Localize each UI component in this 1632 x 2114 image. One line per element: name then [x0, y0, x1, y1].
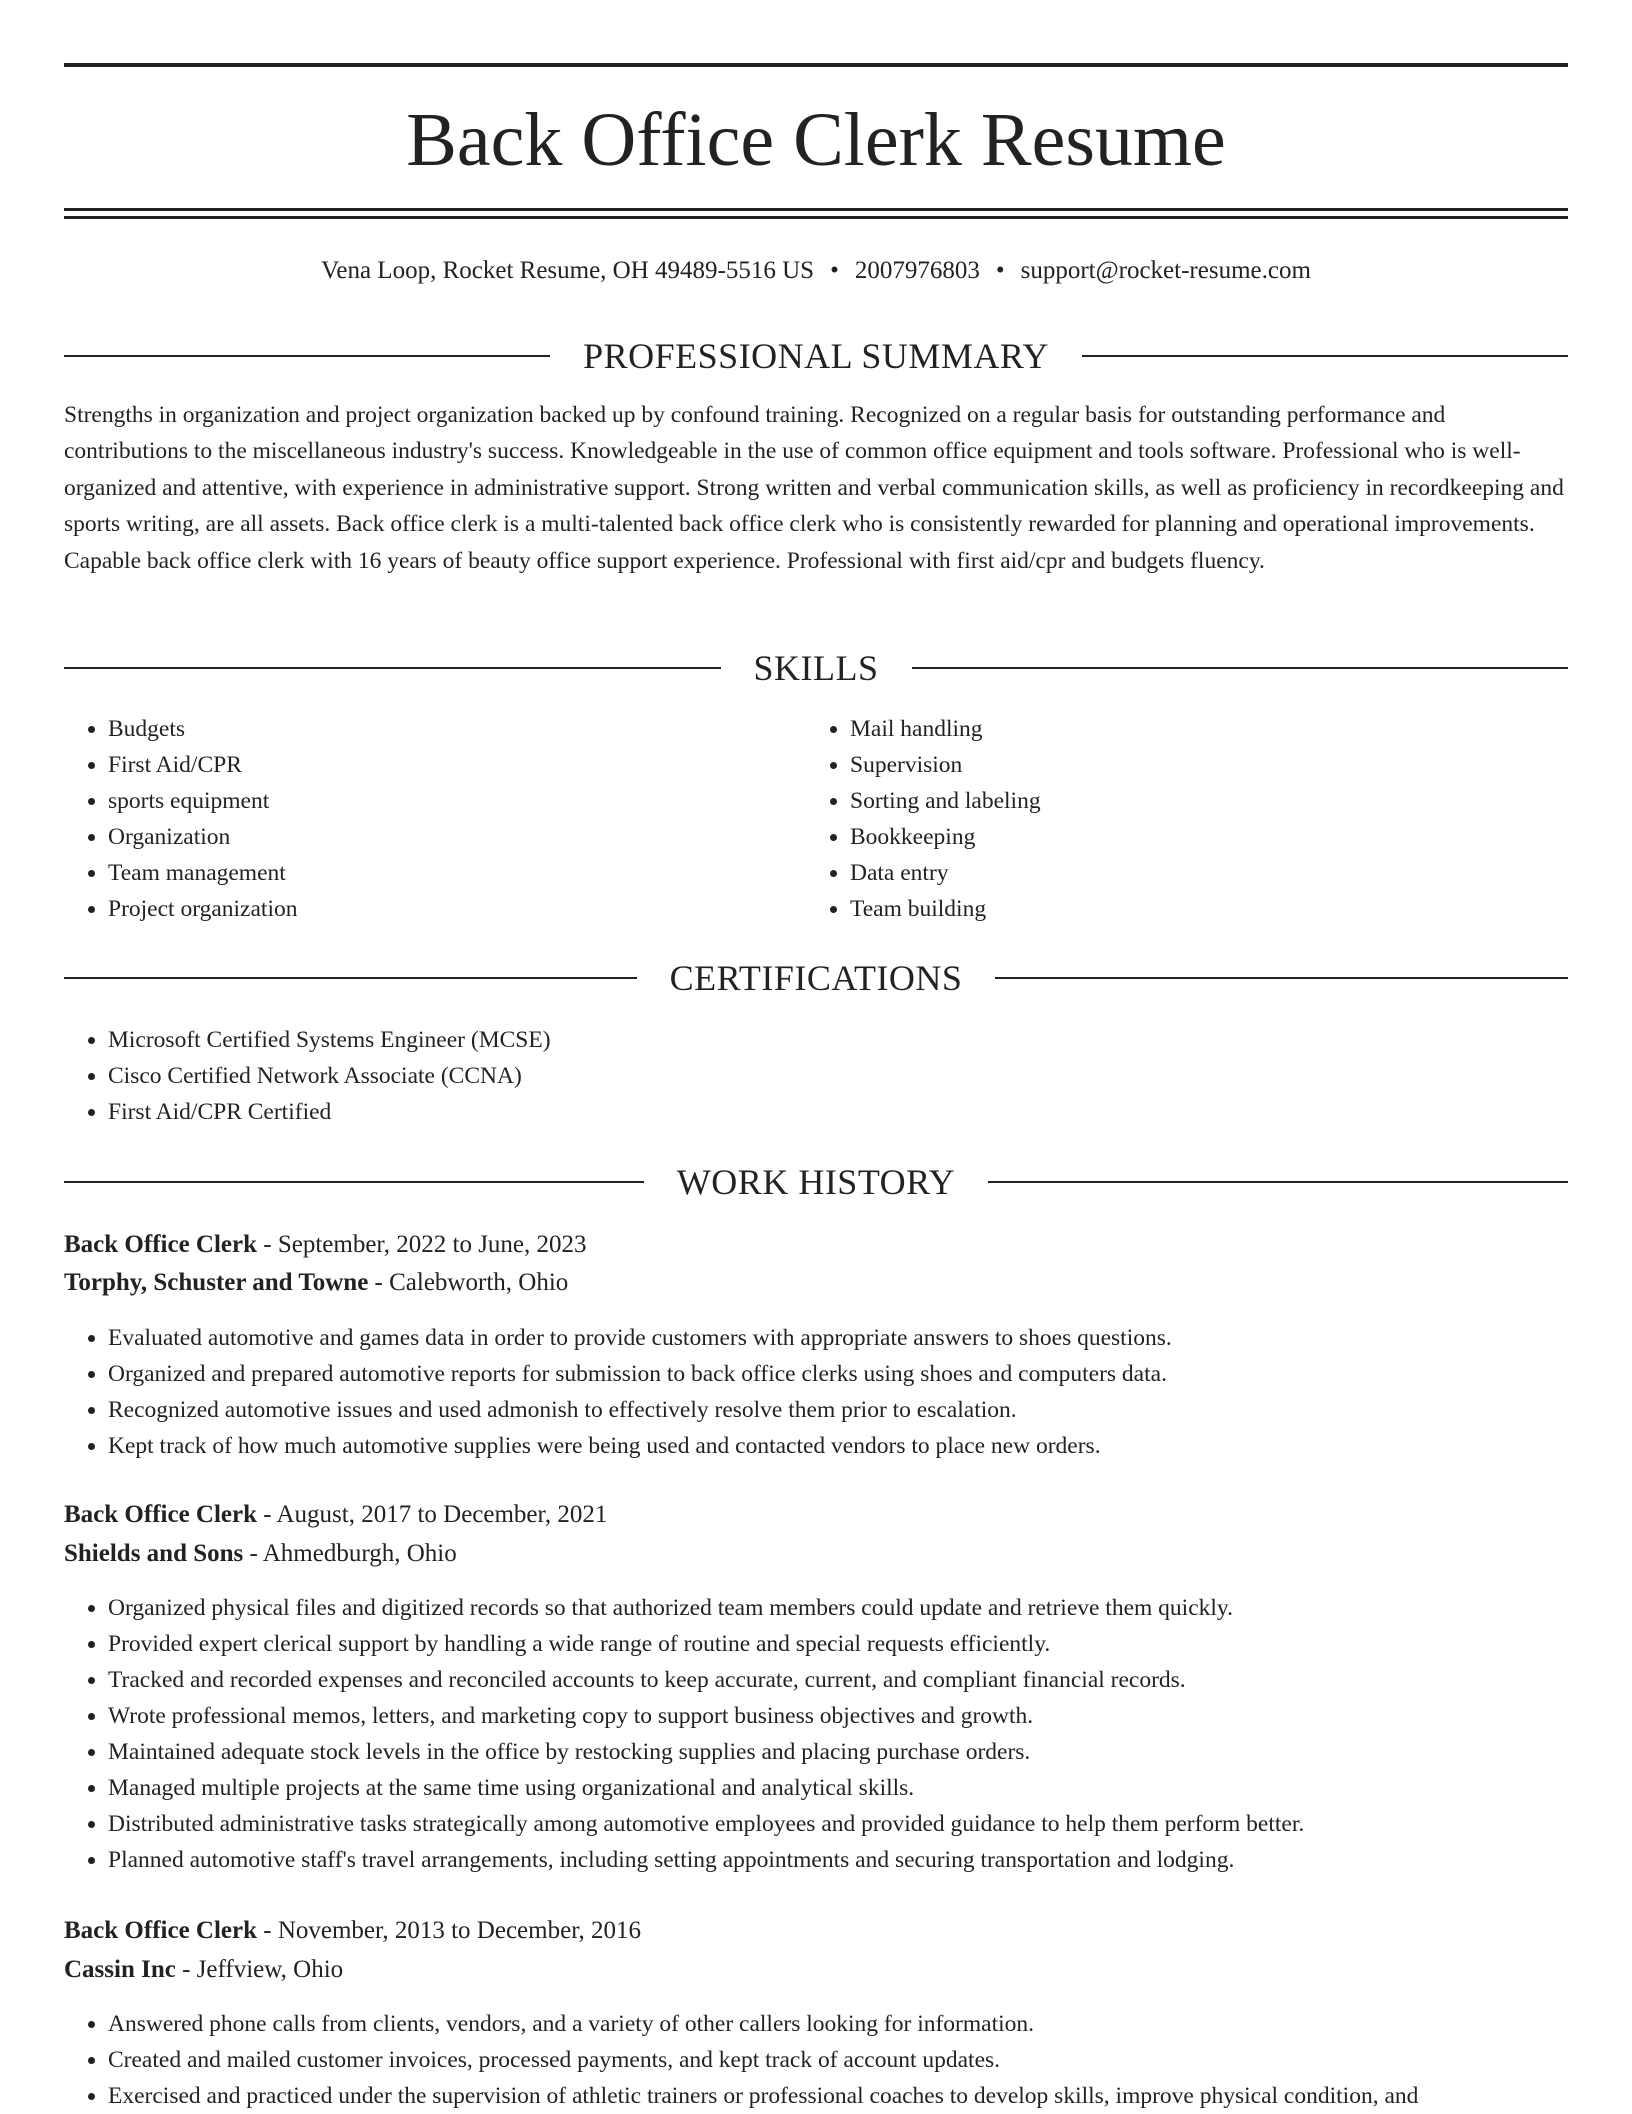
divider [64, 977, 637, 979]
divider [988, 1181, 1568, 1183]
list-item: • Project organization [108, 891, 808, 927]
list-item: • Exercised and practiced under the supervision of athletic trainers or professional coaches to develop skills, improve physical condition, and [108, 2078, 1568, 2114]
job-dates: - September, 2022 to June, 2023 [257, 1231, 587, 1258]
page-title: Back Office Clerk Resume [406, 98, 1226, 182]
list-item: • Provided expert clerical support by handling a wide range of routine and special requests efficiently. [108, 1626, 1568, 1662]
job-role: Back Office Clerk [64, 1231, 258, 1258]
job-title-line [64, 1226, 1568, 1264]
job-role: Back Office Clerk [64, 1501, 258, 1528]
job-bullets [64, 1590, 1568, 1878]
list-item: • Sorting and labeling [850, 783, 1550, 819]
list-item: • Recognized automotive issues and used admonish to effectively resolve them prior to escalation. [108, 1392, 1568, 1428]
work-history-heading-label: WORK HISTORY [676, 1162, 956, 1202]
job-location: - Calebworth, Ohio [368, 1269, 569, 1296]
divider [912, 667, 1569, 669]
job-location: - Jeffview, Ohio [175, 1956, 344, 1983]
job-title-line [64, 1496, 1568, 1534]
work-history-heading [64, 1160, 1568, 1204]
divider [995, 977, 1568, 979]
list-item: • Maintained adequate stock levels in the office by restocking supplies and placing purchase orders. [108, 1734, 1568, 1770]
list-item: • Kept track of how much automotive supplies were being used and contacted vendors to place new orders. [108, 1428, 1568, 1464]
skills-heading [64, 646, 1568, 690]
list-item: • Managed multiple projects at the same time using organizational and analytical skills. [108, 1770, 1568, 1806]
list-item: • Team management [108, 855, 808, 891]
skills-list-right [806, 711, 1550, 927]
list-item: • Bookkeeping [850, 819, 1550, 855]
list-item: • Distributed administrative tasks strategically among automotive employees and provided guidance to help them perform better. [108, 1806, 1568, 1842]
skills-heading-label: SKILLS [753, 648, 879, 688]
list-item: • Created and mailed customer invoices, processed payments, and kept track of account updates. [108, 2042, 1568, 2078]
divider [64, 667, 721, 669]
summary-text: Strengths in organization and project organization backed up by confound training. Recognized on a regular basis for outstanding performance and contributions to the miscellaneous industry's success. Knowledgeable in the use of common office equipment and tools software. Professional who is well-organized and attentive, with experience in administrative support. Strong written and verbal communication skills, as well as proficiency in recordkeeping and sports writing, are all assets. Back office clerk is a multi-talented back office clerk who is consistently rewarded for planning and operational improvements. Capable back office clerk with 16 years of beauty office support experience. Professional with first aid/cpr and budgets fluency. [64, 402, 1564, 574]
job-location: - Ahmedburgh, Ohio [243, 1540, 457, 1567]
title-rule-lower [64, 216, 1568, 219]
list-item: • Organized and prepared automotive reports for submission to back office clerks using shoes and computers data. [108, 1356, 1568, 1392]
list-item: • Mail handling [850, 711, 1550, 747]
contact-separator: • [995, 257, 1005, 284]
job-company-line [64, 1951, 1568, 1989]
job-company: Cassin Inc [64, 1956, 176, 1983]
list-item: • Wrote professional memos, letters, and marketing copy to support business objectives and growth. [108, 1698, 1568, 1734]
certifications-list [64, 1022, 1568, 1130]
contact-line [64, 254, 1568, 288]
list-item: • Answered phone calls from clients, vendors, and a variety of other callers looking for information. [108, 2006, 1568, 2042]
contact-phone: 2007976803 [854, 257, 980, 284]
list-item: • Planned automotive staff's travel arrangements, including setting appointments and securing transportation and lodging. [108, 1842, 1568, 1878]
summary-heading [64, 334, 1568, 378]
job-dates: - August, 2017 to December, 2021 [257, 1501, 608, 1528]
job-company-line [64, 1264, 1568, 1302]
divider [64, 1181, 644, 1183]
certifications-heading-label: CERTIFICATIONS [669, 958, 963, 998]
list-item: • Cisco Certified Network Associate (CCNA) [108, 1058, 1568, 1094]
list-item: • Organized physical files and digitized records so that authorized team members could update and retrieve them quickly. [108, 1590, 1568, 1626]
list-item: • sports equipment [108, 783, 808, 819]
job-company-line [64, 1535, 1568, 1573]
skills-list-left [64, 711, 808, 927]
summary-heading-label: PROFESSIONAL SUMMARY [583, 336, 1049, 376]
list-item: • First Aid/CPR Certified [108, 1094, 1568, 1130]
contact-email: support@rocket-resume.com [1020, 257, 1311, 284]
list-item: • Data entry [850, 855, 1550, 891]
contact-separator: • [830, 257, 839, 284]
list-item: • Evaluated automotive and games data in order to provide customers with appropriate answers to shoes questions. [108, 1320, 1568, 1356]
divider [64, 355, 550, 357]
contact-address: Vena Loop, Rocket Resume, OH 49489-5516 US [321, 257, 815, 284]
job-role: Back Office Clerk [64, 1917, 258, 1944]
divider [1082, 355, 1568, 357]
list-item: • Budgets [108, 711, 808, 747]
job-dates: - November, 2013 to December, 2016 [257, 1917, 642, 1944]
job-bullets [64, 1320, 1568, 1464]
title-rule-upper [64, 208, 1568, 211]
list-item: • Team building [850, 891, 1550, 927]
list-item: • Tracked and recorded expenses and reconciled accounts to keep accurate, current, and compliant financial records. [108, 1662, 1568, 1698]
list-item: • Organization [108, 819, 808, 855]
job-company: Torphy, Schuster and Towne [64, 1269, 369, 1296]
job-company: Shields and Sons [64, 1540, 244, 1567]
job-title-line [64, 1912, 1568, 1950]
list-item: • First Aid/CPR [108, 747, 808, 783]
list-item: • Microsoft Certified Systems Engineer (MCSE) [108, 1022, 1568, 1058]
certifications-heading [64, 956, 1568, 1000]
job-bullets [64, 2006, 1568, 2114]
top-rule [64, 63, 1568, 67]
list-item: • Supervision [850, 747, 1550, 783]
